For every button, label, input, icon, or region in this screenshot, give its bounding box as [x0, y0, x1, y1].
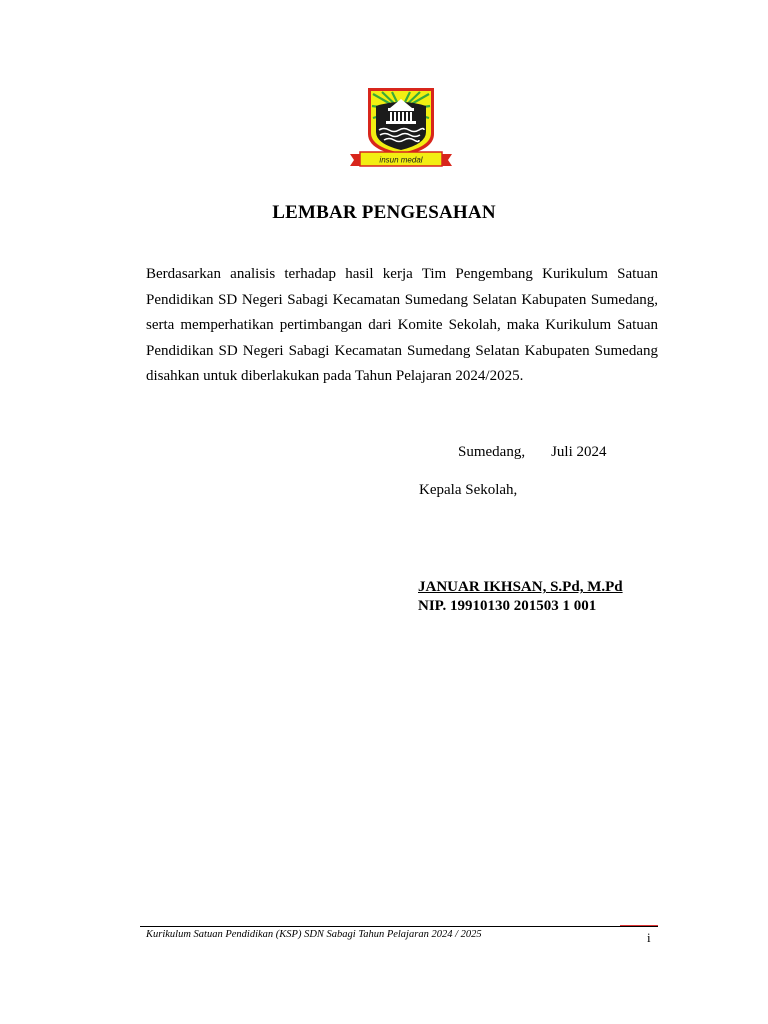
page-title: LEMBAR PENGESAHAN — [272, 202, 496, 223]
footer-divider — [140, 926, 658, 927]
footer-text: Kurikulum Satuan Pendidikan (KSP) SDN Sabagi Tahun Pelajaran 2024 / 2025 — [146, 929, 482, 940]
emblem-ribbon — [350, 152, 452, 166]
page-number: i — [647, 930, 651, 945]
emblem-motto: insun medal — [379, 155, 423, 165]
approval-paragraph: Berdasarkan analisis terhadap hasil kerja Tim Pengembang Kurikulum Satuan Pendidikan SD Negeri Sabagi Kecamatan Sumedang Selatan Kabupaten Sumedang, serta memperhatikan pertimbangan dari Komite Sekolah, maka Kurikulum Satuan Pendidikan SD Negeri Sabagi Kecamatan Sumedang Selatan Kabupaten Sumedang disahkan untuk diberlakukan pada Tahun Pelajaran 2024/2025. — [146, 266, 658, 385]
sumedang-regency-emblem — [346, 84, 456, 170]
signature-date: Juli 2024 — [551, 444, 607, 460]
signature-place-date — [458, 444, 607, 461]
signatory-nip: NIP. 19910130 201503 1 001 — [418, 598, 597, 614]
signature-position: Kepala Sekolah, — [419, 482, 518, 498]
signatory-name: JANUAR IKHSAN, S.Pd, M.Pd — [418, 579, 623, 595]
signature-place: Sumedang, — [458, 444, 526, 460]
